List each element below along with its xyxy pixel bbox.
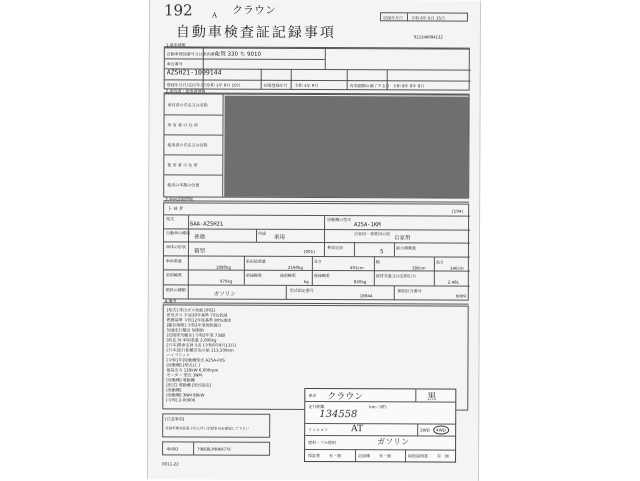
section-1-title: 1.基本情報 (165, 42, 186, 48)
sticker-color-handwritten: 黒 (427, 392, 437, 403)
body-label: 車体の形状 (165, 244, 186, 250)
sticker-distance-unit: km／(粁) (369, 404, 387, 410)
length-label: 長さ (313, 258, 322, 265)
fuel-label: 燃料の種類 (165, 287, 186, 293)
remark-line: 最高出力 129kW 6,000rpm (166, 367, 219, 373)
redacted-owner-info (224, 96, 468, 198)
first-reg-label: 登録年月日/交付年月日 (166, 82, 209, 88)
private-label: 自家用・事業用の別 (354, 231, 391, 237)
remarks-list (166, 307, 236, 402)
height-label: 高さ (435, 259, 444, 265)
owner-info-table (163, 93, 469, 198)
model-label: 型式 (166, 216, 175, 222)
class-value: 0009 (455, 293, 466, 299)
record-date-box (380, 12, 468, 21)
first-year-value: 令和 1年 9月 (294, 82, 319, 89)
length-value: 491cm (349, 265, 364, 271)
first-reg-value: 令和 1年 9月 10日 (206, 82, 241, 88)
capacity-value: 5 (379, 249, 384, 256)
document-title: 自動車検査証記録事項 (175, 24, 336, 42)
use-label: 用途 (258, 230, 267, 236)
vehicle-detail-table (163, 202, 469, 300)
model-value: 6AA-AZSH21 (190, 221, 224, 228)
base-location-label: 使用の本拠の位置 (167, 182, 200, 188)
sticker-fuel-handwritten: ガソリン (377, 437, 410, 447)
sticker-distance-label: 走行距離 (308, 403, 325, 410)
handwritten-number: 192 (163, 1, 193, 20)
sticker-fuel-label: 燃料・フル燃料 (308, 439, 336, 446)
engine-label: 原動機の型式 (327, 217, 352, 223)
body-code: [001] (303, 248, 315, 255)
max-load-label: 最大積載量 (395, 245, 416, 251)
remark-line: ハイブリッド (166, 352, 191, 358)
record-date-label: 記録年月日 (382, 15, 403, 21)
reg-number-value: 佐賀 330 ち 9010 (214, 51, 262, 58)
rf-axle-value: kg (303, 278, 309, 284)
maker-code: [194] (452, 208, 463, 214)
vehicle-id-value: 79668LP9069776 (197, 446, 231, 452)
class-label: 類別区分番号 (397, 288, 422, 294)
sticker-warranty-value: 有・無 (329, 453, 342, 459)
owner-address-label: 所 有 者 の 住 所 (167, 122, 198, 128)
private-value: 自家用 (393, 235, 411, 242)
section-2-title: 2.所有者・使用者情報 (165, 88, 206, 94)
remark-line: [原動機] 電動機 (166, 377, 195, 383)
sticker-record-label: 記録簿 (358, 453, 371, 459)
basic-info-table (164, 47, 470, 90)
document-id: 921340094132 (413, 34, 443, 40)
weight-value: 1880kg (215, 264, 231, 270)
remark-line: [前]1.5t 車両重量 2,000kg (166, 337, 217, 343)
width-label: 幅 (375, 259, 380, 265)
type-no-value: 18944 (359, 293, 373, 299)
record-date-value: 令和 6年 6月 15日 (410, 15, 445, 21)
vehicle-inspection-document (147, 0, 481, 481)
sticker-mission-handwritten: AT (351, 424, 364, 435)
handwritten-letter: A (211, 11, 218, 20)
sticker-mission-label: ミッション (308, 426, 329, 433)
sticker-manual-value: 有・無 (437, 453, 450, 459)
user-name-label: 使用者の氏名又は名称 (167, 142, 208, 148)
engine-value: A25A-1KM (354, 222, 381, 229)
category-label: 自動車の種別 (166, 230, 191, 236)
sticker-name-label: 車名 (308, 392, 317, 399)
sticker-distance-handwritten: 134558 (319, 409, 358, 421)
ff-axle-label: 前前軸重 (165, 272, 182, 278)
remark-line: [令和] 2-00006 (166, 397, 196, 403)
owner-name-label: 所有者の氏名又は名称 (167, 102, 208, 108)
expiry-value: 令和 8年 9年 9日 (392, 83, 425, 89)
ff-axle-value: 970kg (219, 278, 233, 284)
remark-line: [令和1年]原動機型式 A25A-FXS (166, 357, 225, 363)
remark-line: [近接排気騒音] 令和2年度 73dB (166, 332, 226, 338)
reg-number-label: 自動車登録番号又は車両番号 (166, 51, 219, 57)
user-address-label: 使 用 者 の 住 所 (167, 162, 198, 168)
remark-line: モーター 型式 3NM (166, 372, 202, 378)
rf-axle-label: 後前軸重 (279, 272, 296, 278)
remark-line: 排気ガス 平成30年基準 75%低減 (166, 312, 228, 318)
remark-line: [型式] 電動機 [型式指定] (166, 382, 212, 388)
sticker-manual-label: 取扱説明書 (408, 453, 429, 459)
remark-line: [日本]乗車定員 5名 [令和6年9月13日] (166, 342, 237, 348)
vehicle-id-box (162, 441, 270, 455)
notice-label: [注意事項] (165, 416, 185, 422)
width-value: 180cm (411, 265, 426, 271)
type-no-label: 型式指定番号 (289, 287, 314, 293)
handwritten-car-name: クラウン (231, 3, 277, 17)
category-value: 普通 (193, 234, 206, 241)
section-4-title: 4.備考 (164, 298, 177, 304)
notice-text: 自動車検査証電子化に伴い記録事項を確認して下さい (165, 426, 250, 431)
remark-line: [原動機] 3NM 88kW (166, 392, 205, 398)
remark-line: 燃費基準 令和12年度基準 80%達成 (166, 317, 232, 323)
first-year-label: 初度登録年月 (263, 82, 288, 88)
maker-value: トヨタ (167, 206, 184, 213)
rr-axle-value: 820kg (353, 279, 367, 285)
sticker-4wd-circled: 4WD (433, 426, 449, 435)
sticker-warranty-label: 保証書 (308, 452, 321, 459)
expiry-label: 有効期間の満了する日 (349, 83, 390, 89)
height-value: 146cm (449, 265, 464, 271)
fuel-value: ガソリン (213, 291, 236, 298)
remark-line: 加速走行騒音 規制値 (166, 327, 204, 333)
sticker-2wd: 2WD (420, 427, 430, 433)
displacement-label: 総排気量又は定格出力 (375, 273, 416, 279)
body-value: 箱型 (193, 248, 205, 255)
remark-line: [原動機] [型式] [ ] (166, 362, 200, 368)
vehicle-id-label: 車両ID (166, 446, 179, 452)
remark-line: [騒音規制] 令和2年度規制適合 (166, 322, 222, 328)
rr-axle-label: 後後軸重 (313, 272, 330, 279)
fr-axle-label: 前後軸重 (245, 272, 262, 278)
remark-line: [原動機] (166, 387, 182, 393)
remark-line: [日本]走行距離計表示値 113,500km (166, 347, 234, 353)
dealer-sticker (304, 388, 456, 463)
remark-line: [型式] 排出ガス性能 [002] (166, 307, 216, 313)
weight-label: 車両重量 (165, 258, 182, 264)
chassis-label: 車台番号 (166, 61, 183, 67)
capacity-label: 乗車定員 (326, 245, 343, 251)
sticker-record-value: 有・無 (379, 453, 392, 459)
sticker-name-handwritten: クラウン (327, 392, 364, 403)
total-weight-value: 2160kg (287, 264, 303, 270)
use-value: 乗用 (273, 234, 286, 241)
notice-box (162, 413, 270, 437)
footer-code: 0011-22 (162, 461, 179, 467)
displacement-value: 2.48L (447, 279, 459, 285)
section-3-title: 3.車両詳細情報 (165, 196, 194, 202)
total-weight-label: 車両総重量 (245, 258, 266, 264)
chassis-value: AZSH21-1009144 (166, 68, 222, 77)
